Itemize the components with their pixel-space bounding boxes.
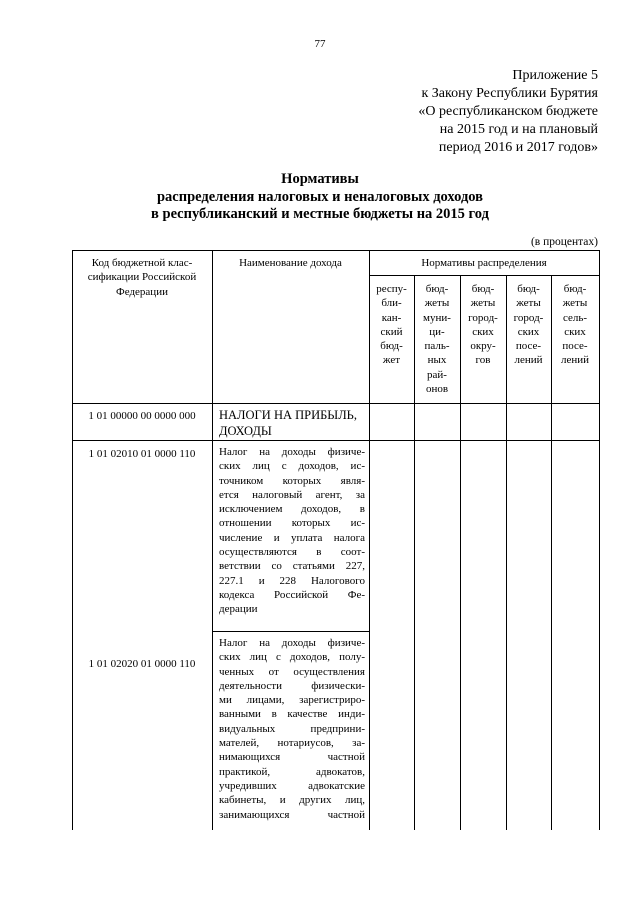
- appendix-line: период 2016 и 2017 годов»: [438, 140, 598, 155]
- header-rural-settlement-budgets: бюд- жеты сель- ских посе- лений: [560, 283, 590, 367]
- table-border: [72, 250, 599, 251]
- page-number: 77: [314, 38, 326, 50]
- table-border: [72, 250, 73, 830]
- table-border: [72, 403, 599, 404]
- appendix-header: [418, 67, 598, 157]
- appendix-line: Приложение 5: [512, 68, 598, 83]
- header-urban-settlement-budgets: бюд- жеты город- ских посе- лений: [513, 283, 544, 367]
- table-border: [212, 250, 213, 830]
- title-line: распределения налоговых и неналоговых доходов: [156, 188, 484, 205]
- table-border: [72, 440, 599, 441]
- title-line: в республиканский и местные бюджеты на 2015 год: [151, 206, 489, 222]
- header-district-budgets: бюд- жеты муни- ци- паль- ных рай- онов: [423, 283, 451, 396]
- units-note: (в процентах): [530, 236, 598, 248]
- table-border: [369, 275, 599, 276]
- row-code: 1 01 00000 00 0000 000: [88, 410, 196, 422]
- appendix-line: на 2015 год и на плановый: [439, 122, 598, 137]
- appendix-line: «О республиканском бюджете: [418, 104, 598, 119]
- header-norms: Нормативы распределения: [421, 257, 547, 269]
- document-title: [0, 171, 640, 224]
- header-code: Код бюджетной клас- сификации Российской Федерации: [87, 257, 197, 298]
- header-name: Наименование дохода: [239, 257, 342, 269]
- row-code: 1 01 02020 01 0000 110: [88, 658, 196, 670]
- appendix-line: к Закону Республики Бурятия: [421, 86, 598, 101]
- row-code: 1 01 02010 01 0000 110: [88, 448, 196, 460]
- row-name: Налог на доходы физиче- ских лиц с доходов, ис- точником которых явля- ется налоговый агент, за исключением доходов, в отношении которых ис- числение и уплата налога осуществляются в соот- ветствии со статьями 227, 227.1 и 228 Налогового кодекса Российской Фе- дерации: [219, 446, 365, 616]
- header-city-district-budgets: бюд- жеты город- ских окру- гов: [468, 283, 498, 367]
- title-line: Нормативы: [281, 171, 359, 187]
- header-republic-budget: респу- бли- кан- ский бюд- жет: [376, 283, 407, 367]
- table-border: [212, 631, 369, 632]
- table-border: [599, 250, 600, 830]
- row-name: Налог на доходы физиче- ских лиц с доходов, полу- ченных от осуществления деятельности физически- ми лицами, зарегистриро- ванными в качестве инди- видуальных предприни- мателей, нотариусов, за- нимающихся частной практикой, адвокатов, учредивших адвокатские кабинеты, и других лиц, занимающихся частной: [219, 637, 365, 821]
- row-name: НАЛОГИ НА ПРИБЫЛЬ, ДОХОДЫ: [219, 408, 357, 438]
